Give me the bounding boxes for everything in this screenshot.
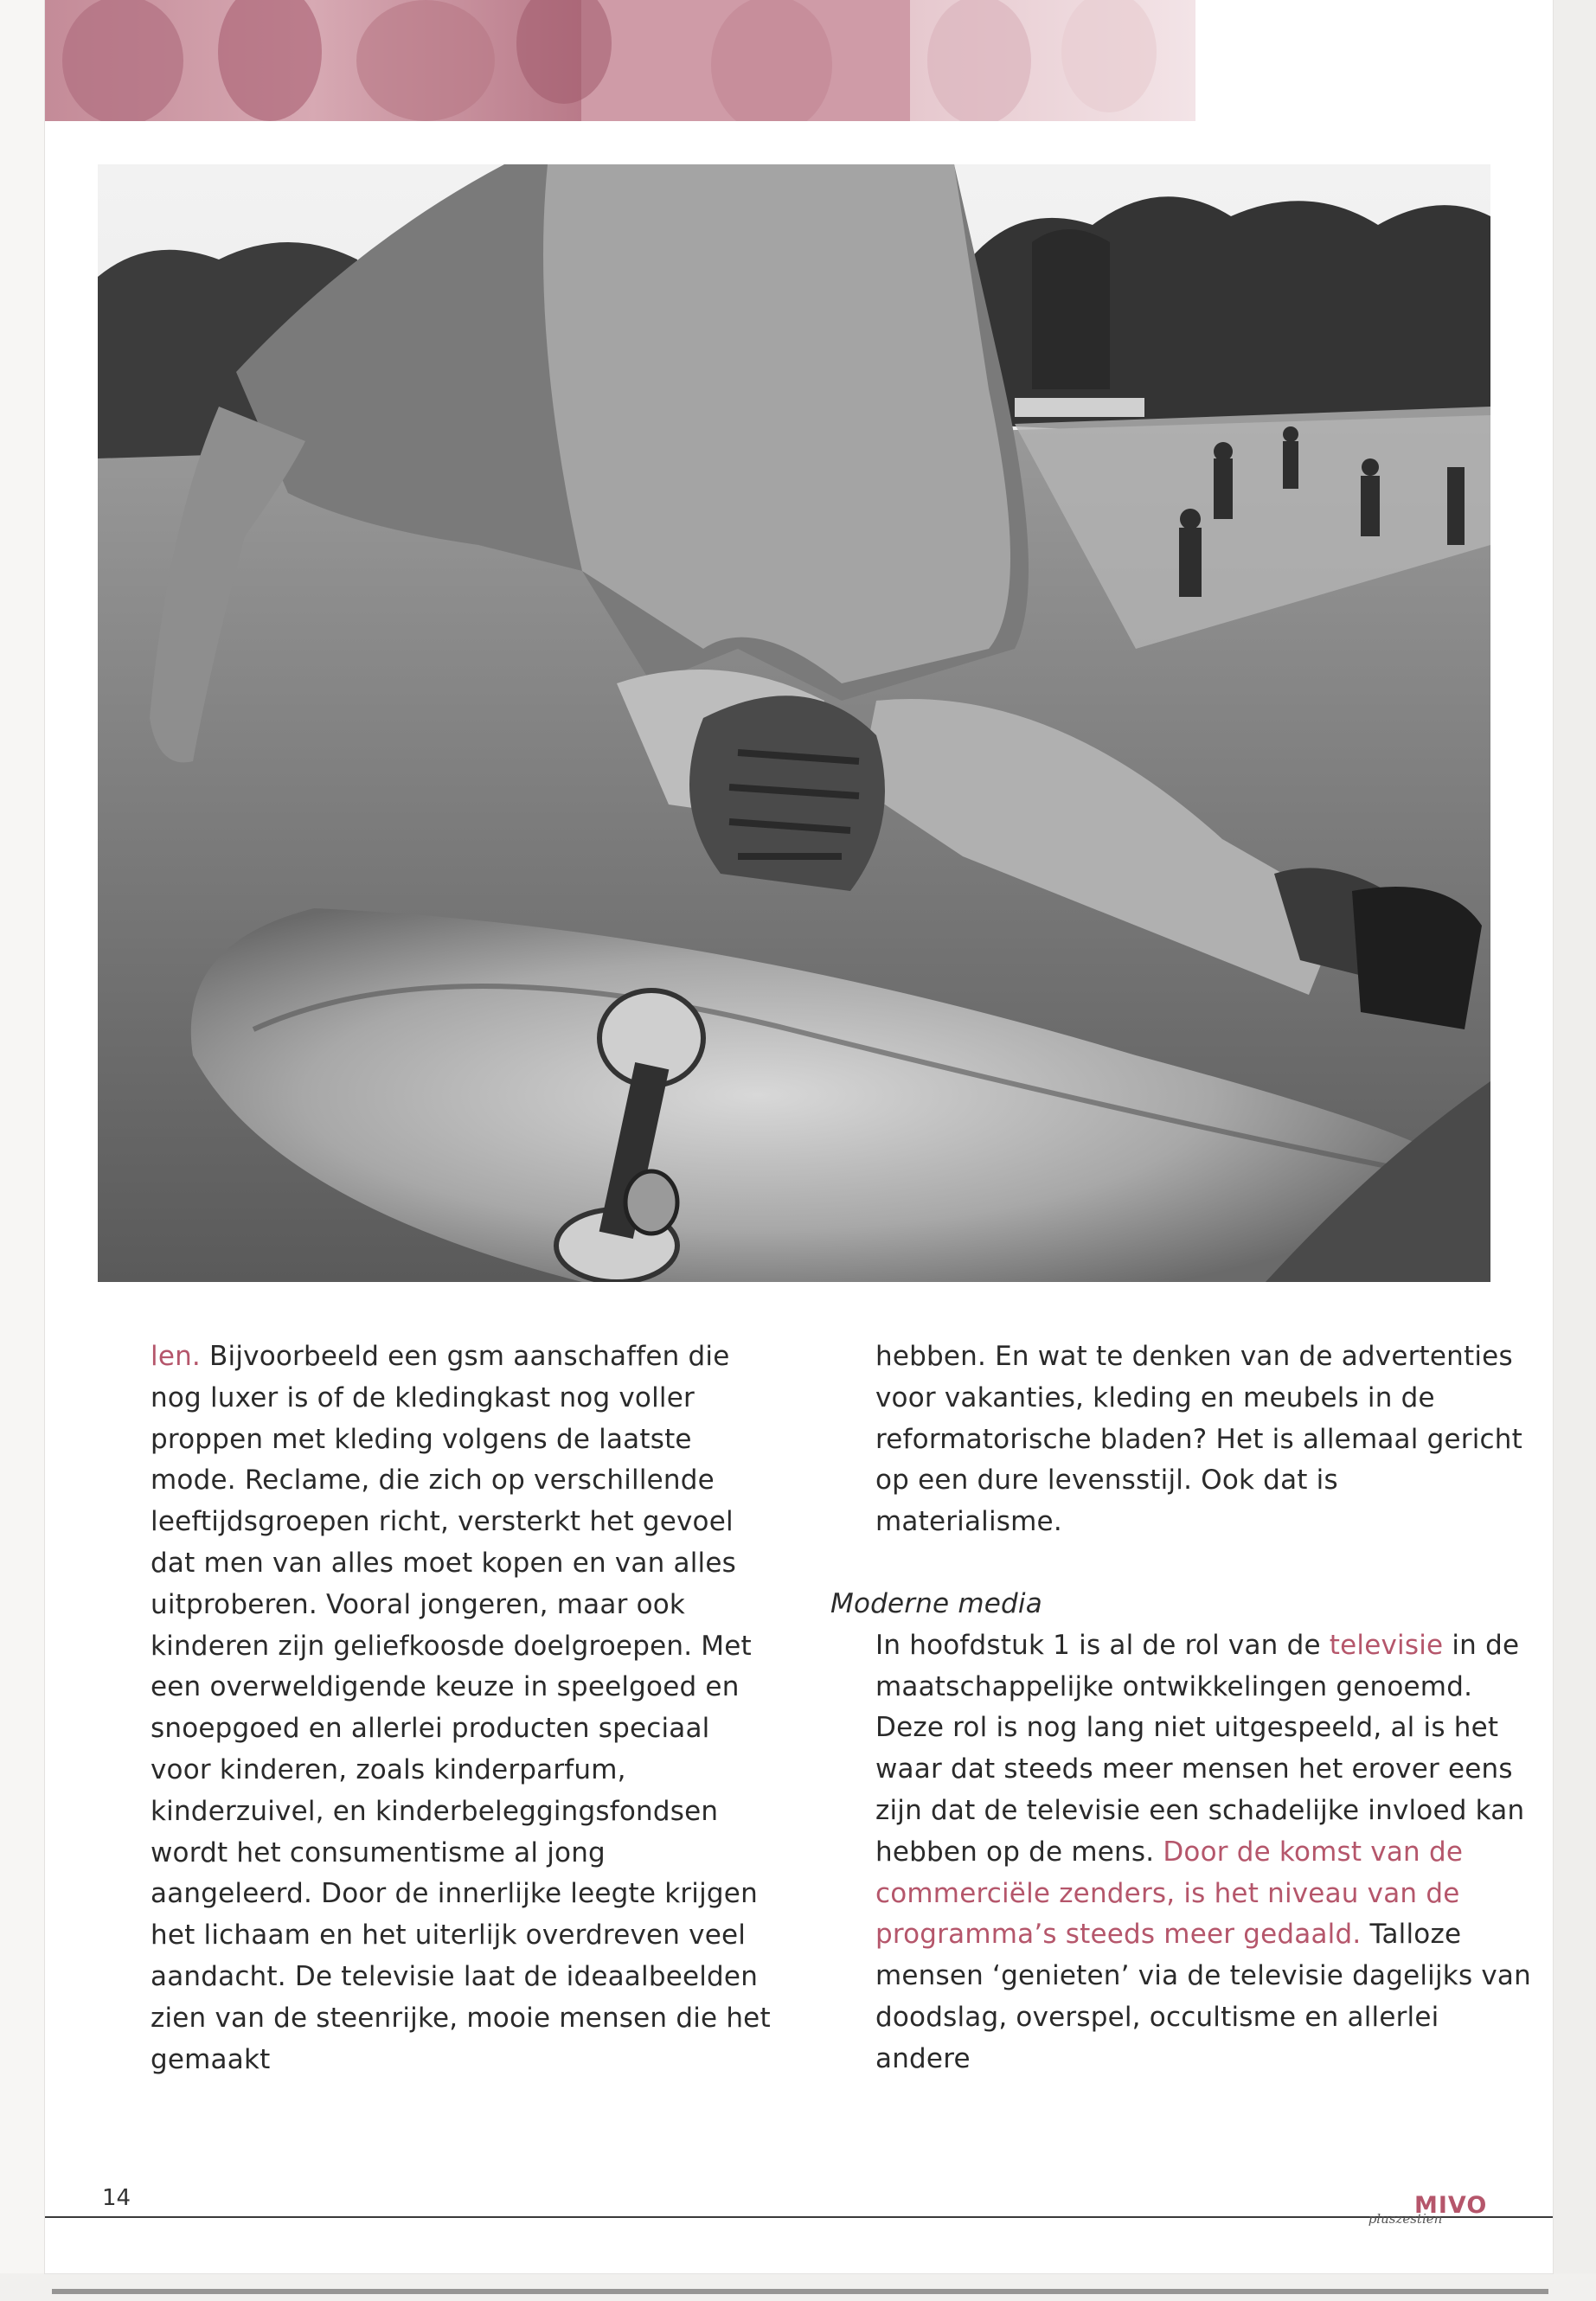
footer-rule [45, 2216, 1553, 2218]
skateboarder-photo-image [98, 164, 1490, 1282]
header-strip-image [45, 0, 1195, 121]
skateboarder-photo [98, 164, 1490, 1282]
left-paragraph-lead: len. [151, 1341, 201, 1372]
p2-text-a: In hoofdstuk 1 is al de rol van de [875, 1629, 1330, 1661]
logo-subtitle: pluszestien [1368, 2211, 1443, 2227]
page-right-edge [1553, 0, 1596, 2301]
right-paragraph-2 [875, 1625, 1533, 2080]
p2-text-c: in de maatschappelijke ontwikkelingen genoemd. Deze rol is nog lang niet uitgespeeld, al is het waar dat steeds meer mensen het erover eens zijn dat de televisie een schadelijke invloed kan hebben op de mens. [875, 1629, 1525, 1868]
logo-main: MIVO [1414, 2192, 1488, 2219]
section-heading: Moderne media [830, 1587, 1042, 1619]
p2-text-highlight: Door de komst van de commerciële zenders, is het niveau van de programma’s steeds meer gedaald. [875, 1836, 1464, 1951]
publisher-logo [1368, 2192, 1488, 2227]
p2-text-televisie: televisie [1329, 1629, 1444, 1661]
left-paragraph-body: Bijvoorbeeld een gsm aanschaffen die nog luxer is of de kledingkast nog voller proppen met kleding volgens de laatste mode. Reclame, die zich op verschillende leeftijdsgroepen richt, versterkt het gevoel dat men van alles moet kopen en van alles uitproberen. Vooral jongeren, maar ook kinderen zijn geliefkoosde doelgroepen. Met een overweldigende keuze in speelgoed en snoepgoed en allerlei producten speciaal voor kinderen, zoals kinderparfum, kinderzuivel, en kinderbeleggingsfondsen wordt het consumentisme al jong aangeleerd. Door de innerlijke leegte krijgen het lichaam en het uiterlijk overdreven veel aandacht. De televisie laat de ideaalbeelden zien van de steenrijke, mooie mensen die het gemaakt [151, 1341, 771, 2075]
left-text-column [151, 1336, 773, 2080]
paragraph-gap [875, 1543, 1533, 1584]
document-page [45, 0, 1553, 2273]
page-number: 14 [102, 2185, 131, 2211]
left-paragraph [151, 1336, 773, 2080]
p2-text-e: Talloze mensen ‘genieten’ via de televisie dagelijks van doodslag, overspel, occultisme en allerlei andere [875, 1919, 1531, 2074]
page-bottom-edge [0, 2273, 1596, 2301]
scan-bottom-line [52, 2289, 1548, 2294]
right-text-column [830, 1336, 1533, 2080]
header-photo-strip [45, 0, 1195, 121]
right-paragraph-1: hebben. En wat te denken van de advertenties voor vakanties, kleding en meubels in de reformatorische bladen? Het is allemaal gericht op een dure levensstijl. Ook dat is materialisme. [875, 1341, 1522, 1538]
page-left-edge [0, 0, 45, 2301]
